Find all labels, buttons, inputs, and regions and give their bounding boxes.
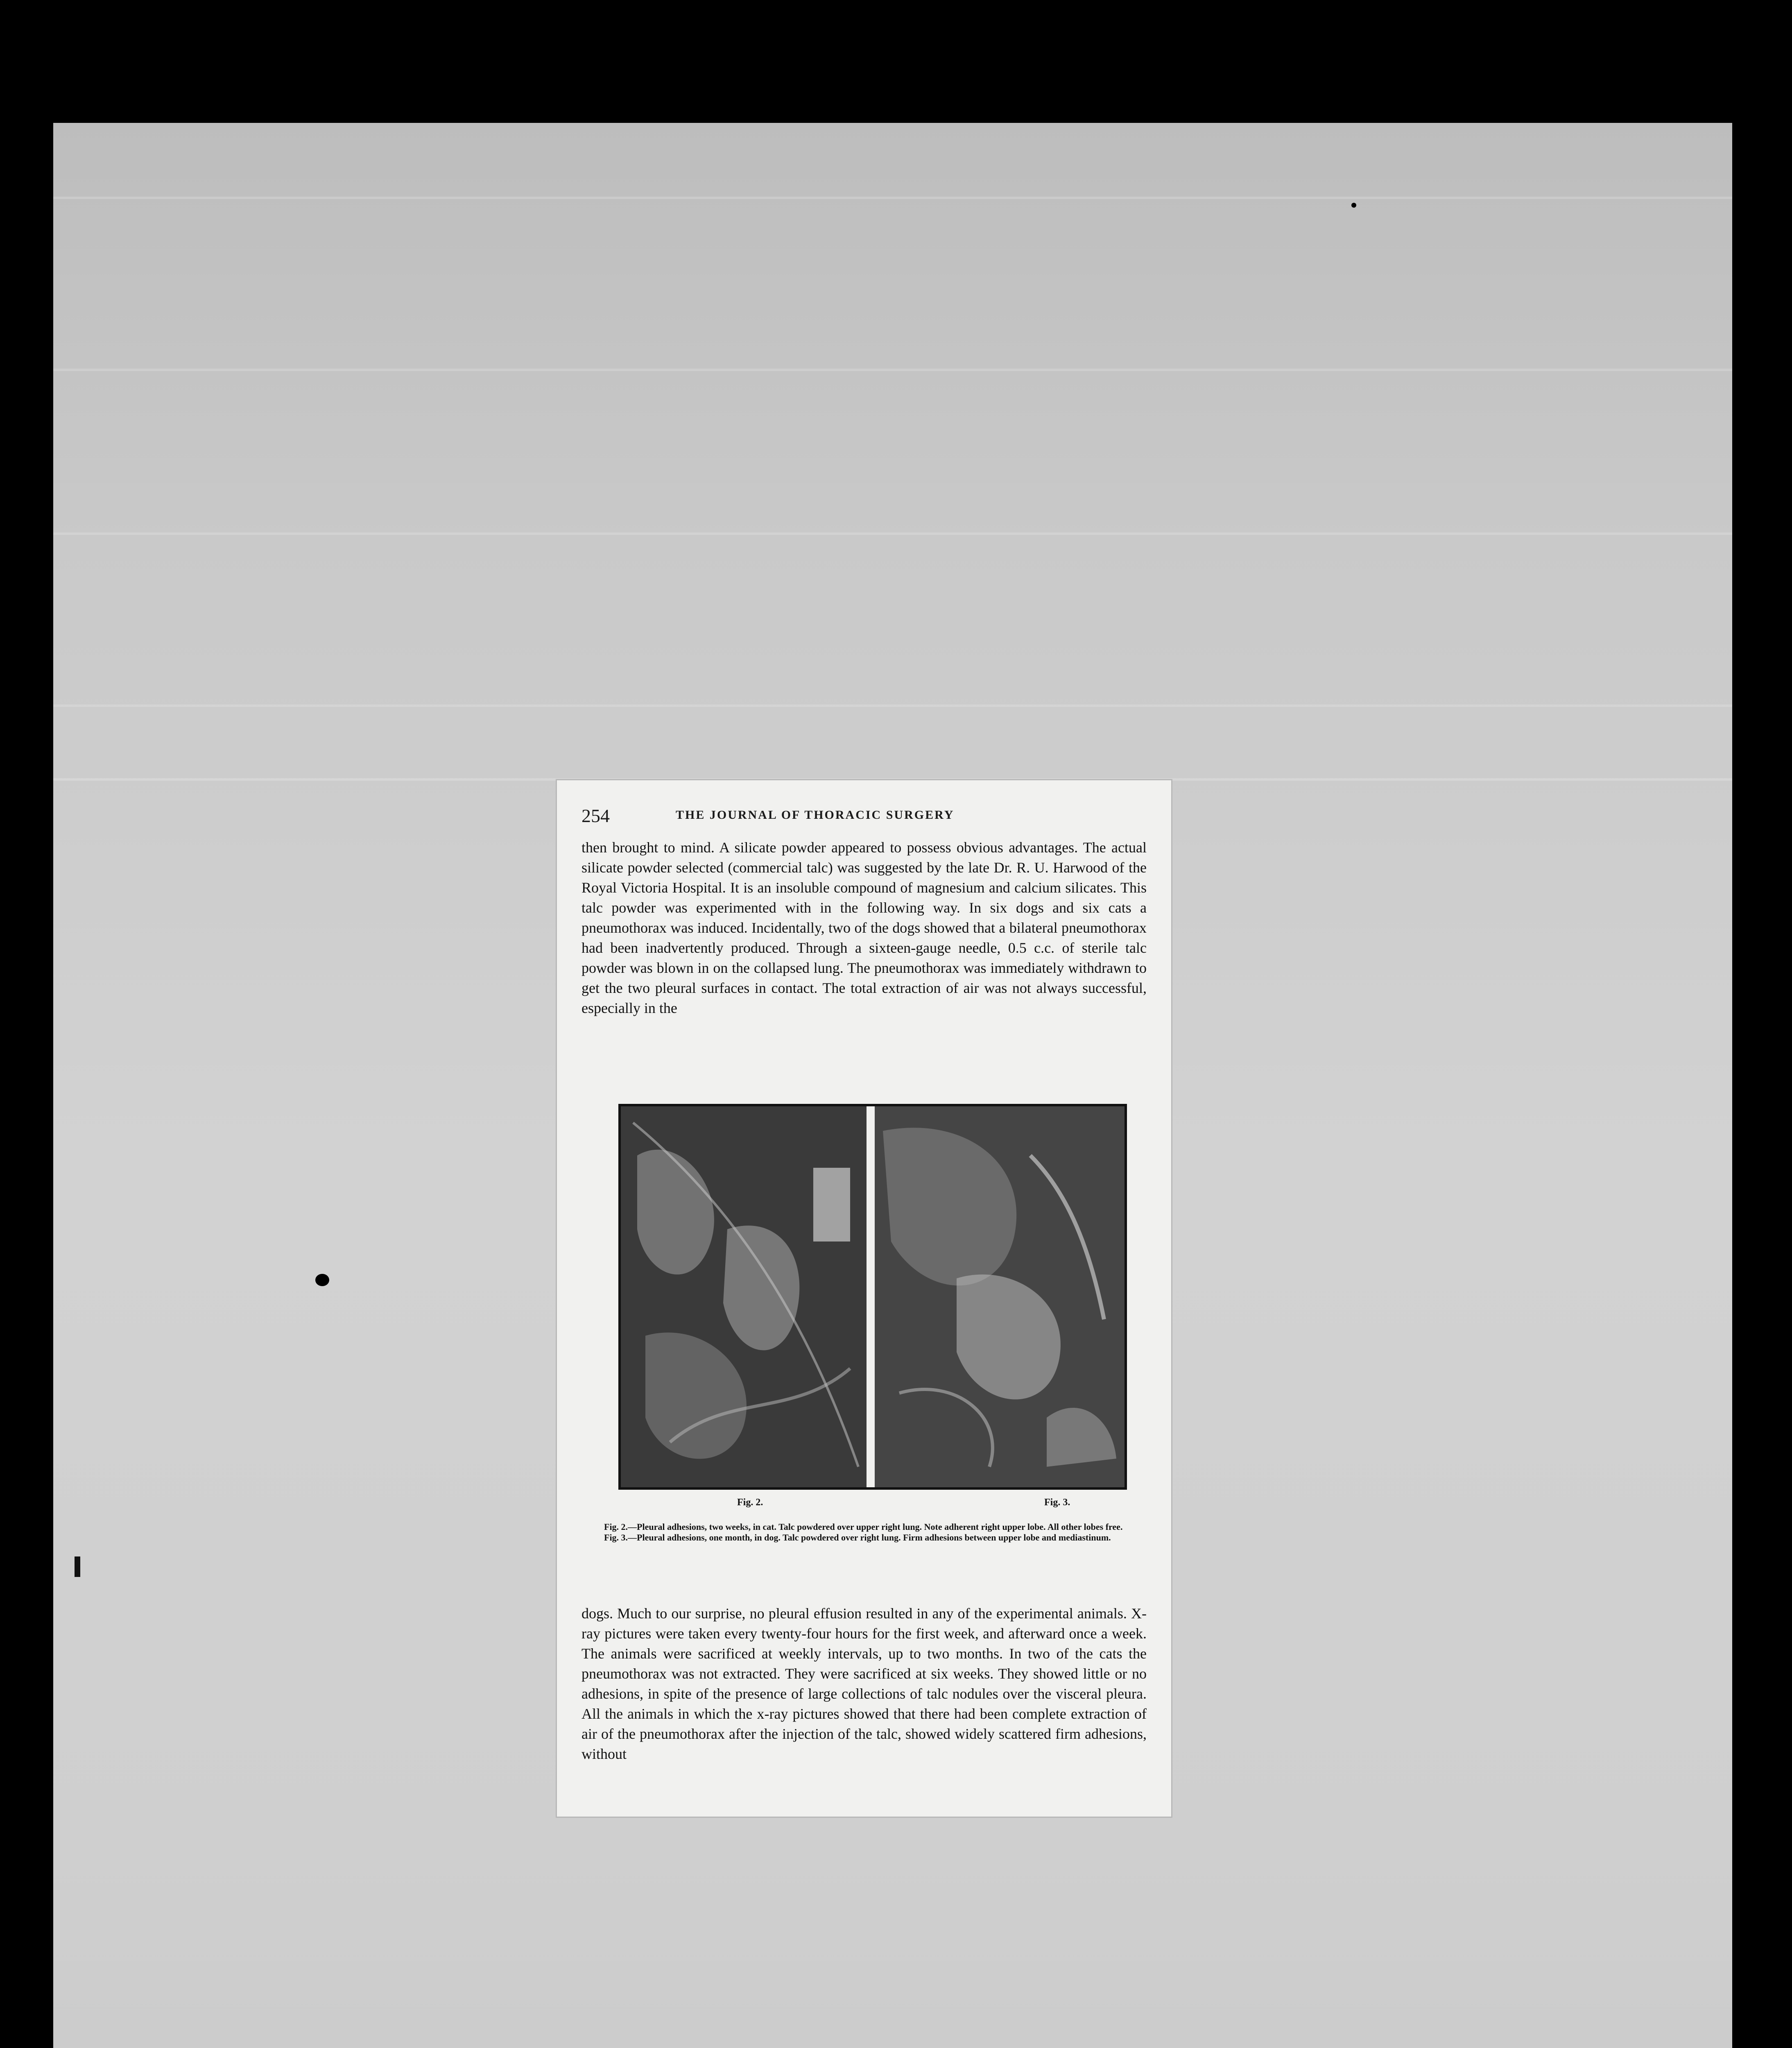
figure-captions: [592, 1522, 1136, 1543]
figure-3-label: Fig. 3.: [1044, 1497, 1070, 1508]
figure-photographs: [618, 1104, 1127, 1490]
figure-2-photo: [621, 1106, 867, 1487]
paragraph-text: then brought to mind. A silicate powder appeared to possess obvious advantages. The actual silicate powder selected (commercial talc) was suggested by the late Dr. R. U. Harwood of the Royal Victoria Hospital. It is an insoluble compound of magnesium and calcium silicates. This talc powder was experimented with in the following way. In six dogs and six cats a pneumothorax was induced. Incidentally, two of the dogs showed that a bilateral pneumothorax had been inadvertently produced. Through a sixteen-gauge needle, 0.5 c.c. of sterile talc powder was blown in on the collapsed lung. The pneumothorax was immediately withdrawn to get the two pleural surfaces in contact. The total extraction of air was not always successful, especially in the: [581, 839, 1147, 1016]
paragraph-text: dogs. Much to our surprise, no pleural effusion resulted in any of the experimental animals. X-ray pictures were taken every twenty-four hours for the first week, and afterward once a week. The animals were sacrificed at weekly intervals, up to two months. In two of the cats the pneumothorax was not extracted. They were sacrificed at six weeks. They showed little or no adhesions, in spite of the presence of large collections of talc nodules over the visceral pleura. All the animals in which the x-ray pictures showed that there had been complete extraction of air of the pneumothorax after the injection of the talc, showed widely scattered firm adhesions, without: [581, 1605, 1147, 1762]
journal-page: [557, 780, 1171, 1817]
body-paragraph-1: [581, 838, 1147, 1079]
running-head: THE JOURNAL OF THORACIC SURGERY: [676, 808, 955, 822]
film-speck: [1351, 203, 1356, 208]
film-edge-mark: [75, 1556, 80, 1577]
caption-figure-3: Fig. 3.—Pleural adhesions, one month, in dog. Talc powdered over right lung. Firm adhesions between upper lobe and mediastinum.: [604, 1532, 1111, 1543]
page-header: [581, 805, 1147, 829]
film-speck: [315, 1274, 329, 1286]
caption-figure-2: Fig. 2.—Pleural adhesions, two weeks, in cat. Talc powdered over upper right lung. Note adherent right upper lobe. All other lobes free.: [604, 1522, 1123, 1532]
figure-3-photo: [875, 1106, 1125, 1487]
page-number: 254: [581, 805, 610, 826]
figure-2-label: Fig. 2.: [737, 1497, 763, 1508]
body-paragraph-2: [581, 1604, 1147, 1800]
photo-divider: [867, 1106, 875, 1487]
figure-labels: [618, 1497, 1122, 1513]
